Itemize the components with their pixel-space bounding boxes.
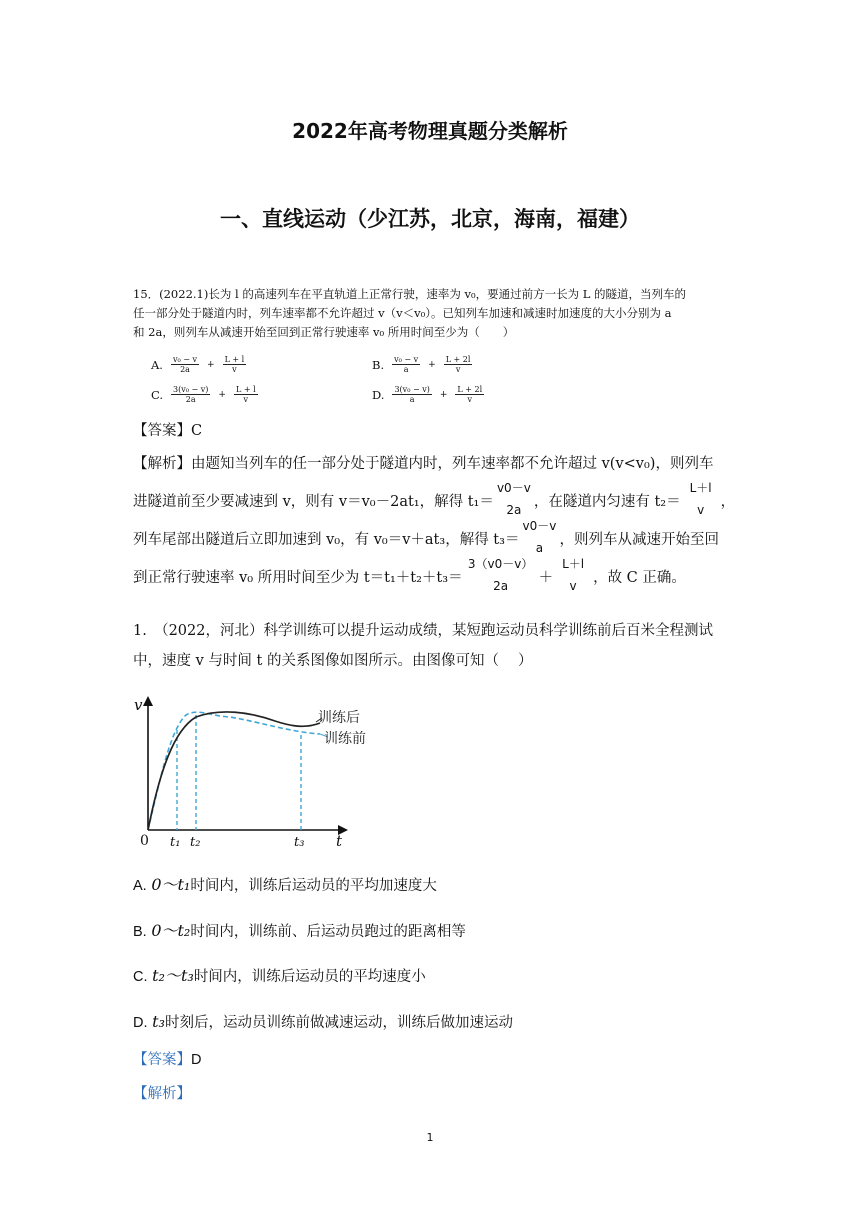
- q15-option-b: [372, 355, 472, 374]
- fraction: [444, 355, 473, 374]
- analysis-text: ＋: [538, 570, 554, 586]
- velocity-time-graph: [130, 690, 370, 850]
- denominator: 2a: [185, 395, 196, 404]
- option-math: t₃: [152, 1012, 165, 1031]
- numerator: L + 2l: [445, 355, 471, 364]
- before-training-label: 训练前: [324, 731, 366, 747]
- x-axis-label: t: [336, 832, 343, 850]
- option-math: 0～t₁: [151, 875, 191, 894]
- numerator: 3(v₀ − v): [173, 385, 209, 394]
- denominator: 2a: [180, 365, 190, 374]
- stack-bottom: v: [697, 503, 705, 517]
- q15-line-3: 和 2a，则列车从减速开始至回到正常行驶速率 v₀ 所用时间至少为（ ）: [133, 325, 515, 339]
- y-axis-label: v: [134, 696, 143, 714]
- page-title: 2022年高考物理真题分类解析: [292, 119, 568, 143]
- stack-top: L＋l: [689, 481, 712, 495]
- denominator: v: [243, 395, 249, 404]
- option-label: D.: [372, 387, 385, 402]
- option-text: 时间内，训练后运动员的平均加速度大: [190, 878, 437, 894]
- answer-label: 【答案】: [133, 1052, 191, 1068]
- analysis-text: ，: [720, 494, 736, 510]
- q15-analysis: [133, 449, 743, 593]
- section-heading: 一、直线运动（少江苏，北京，海南，福建）: [220, 207, 640, 231]
- analysis-line-1: [133, 449, 743, 479]
- fraction: [392, 385, 431, 404]
- q1-option-b: [133, 916, 466, 947]
- q1-analysis: [133, 1079, 191, 1109]
- q15-option-d: [372, 385, 484, 404]
- answer-label: 【答案】: [133, 423, 191, 439]
- q1-line-2: 中，速度 v 与时间 t 的关系图像如图所示。由图像可知（ ）: [133, 653, 533, 669]
- t3-tick-label: t₃: [294, 835, 305, 850]
- q1-line-1: 1. （2022，河北）科学训练可以提升运动成绩，某短跑运动员科学训练前后百米全程测试: [133, 623, 713, 639]
- stacked-expression-t2: [681, 481, 721, 517]
- option-math: t₂～t₃: [152, 966, 194, 985]
- denominator: a: [403, 365, 409, 374]
- q1-option-c: [133, 961, 426, 992]
- stacked-expression-t: [463, 557, 539, 593]
- option-label: A.: [151, 357, 163, 372]
- fraction: [234, 385, 258, 404]
- t2-tick-label: t₂: [190, 835, 201, 850]
- stack-top: v0－v: [496, 481, 531, 495]
- denominator: v: [467, 395, 473, 404]
- denominator: v: [455, 365, 461, 374]
- analysis-text: ，则列车从减速开始至回: [559, 532, 719, 548]
- q15-answer: [133, 416, 202, 446]
- option-math: 0～t₂: [151, 921, 191, 940]
- q15-line-1: 15．(2022.1)长为 l 的高速列车在平直轨道上正常行驶，速率为 v₀，要通过前方一长为 L 的隧道，当列车的: [133, 287, 687, 301]
- stack-bottom: a: [535, 541, 544, 555]
- numerator: L + l: [235, 385, 256, 394]
- page-number: 1: [426, 1131, 434, 1144]
- stack-bottom: 2a: [506, 503, 522, 517]
- analysis-text: 列车尾部出隧道后立即加速到 v₀，有 v₀＝v＋at₃，解得 t₃＝: [133, 532, 520, 548]
- q1-stem: [133, 616, 743, 676]
- q1-option-a: [133, 870, 437, 901]
- fraction: [171, 355, 199, 374]
- fraction: [455, 385, 484, 404]
- plus-sign: +: [439, 389, 448, 400]
- fraction: [223, 355, 247, 374]
- numerator: L + l: [224, 355, 245, 364]
- analysis-text: 到正常行驶速率 v₀ 所用时间至少为 t＝t₁＋t₂＋t₃＝: [133, 570, 463, 586]
- analysis-text: ，在隧道内匀速有 t₂＝: [533, 494, 681, 510]
- numerator: 3(v₀ − v): [394, 385, 430, 394]
- analysis-label: 【解析】: [133, 456, 191, 472]
- q15-stem: [133, 285, 733, 342]
- stack-bottom: v: [569, 579, 577, 593]
- plus-sign: +: [218, 389, 226, 400]
- t1-tick-label: t₁: [170, 835, 181, 850]
- option-text: 时间内，训练前、后运动员跑过的距离相等: [190, 924, 466, 940]
- analysis-text: ，故 C 正确。: [593, 570, 686, 586]
- y-axis-arrow: [143, 696, 153, 706]
- stack-bottom: 2a: [493, 579, 509, 593]
- plus-sign: +: [207, 359, 215, 370]
- analysis-line-3: [133, 519, 743, 555]
- denominator: a: [409, 395, 415, 404]
- option-label: B.: [372, 357, 385, 372]
- analysis-line-4: [133, 557, 743, 593]
- stack-top: L＋l: [562, 557, 585, 571]
- numerator: v₀ − v: [394, 355, 419, 364]
- option-label: C.: [151, 387, 164, 402]
- stacked-expression-l: [553, 557, 593, 593]
- option-text: 时刻后，运动员训练前做减速运动，训练后做加速运动: [164, 1015, 513, 1031]
- q15-line-2: 任一部分处于隧道内时，列车速率都不允许超过 v（v＜v₀）。已知列车加速和减速时加速度的大小分别为 a: [133, 306, 672, 320]
- option-label: A.: [133, 878, 147, 894]
- analysis-line-2: [133, 481, 743, 517]
- before-training-curve: [148, 712, 320, 830]
- numerator: v₀ − v: [172, 355, 198, 364]
- fraction: [171, 385, 210, 404]
- denominator: v: [232, 365, 237, 374]
- analysis-text: 进隧道前至少要减速到 v，则有 v＝v₀－2at₁，解得 t₁＝: [133, 494, 494, 510]
- analysis-label: 【解析】: [133, 1086, 191, 1102]
- after-training-label: 训练后: [318, 710, 360, 726]
- analysis-text: 由题知当列车的任一部分处于隧道内时，列车速率都不允许超过 v(v<v₀)，则列车: [191, 456, 714, 472]
- option-text: 时间内，训练后运动员的平均速度小: [193, 969, 426, 985]
- answer-value: D: [191, 1052, 202, 1068]
- stack-top: v0－v: [522, 519, 557, 533]
- numerator: L + 2l: [457, 385, 483, 394]
- answer-value: C: [191, 423, 203, 439]
- origin-label: 0: [140, 833, 149, 849]
- q15-option-a: [151, 355, 246, 374]
- after-training-curve: [148, 712, 320, 830]
- q1-option-d: [133, 1007, 513, 1038]
- option-label: D.: [133, 1015, 148, 1031]
- fraction: [392, 355, 420, 374]
- stack-top: 3（v0－v）: [467, 557, 534, 571]
- option-label: C.: [133, 969, 148, 985]
- q1-answer: [133, 1045, 201, 1075]
- q15-option-c: [151, 385, 258, 404]
- option-label: B.: [133, 924, 147, 940]
- plus-sign: +: [428, 359, 436, 370]
